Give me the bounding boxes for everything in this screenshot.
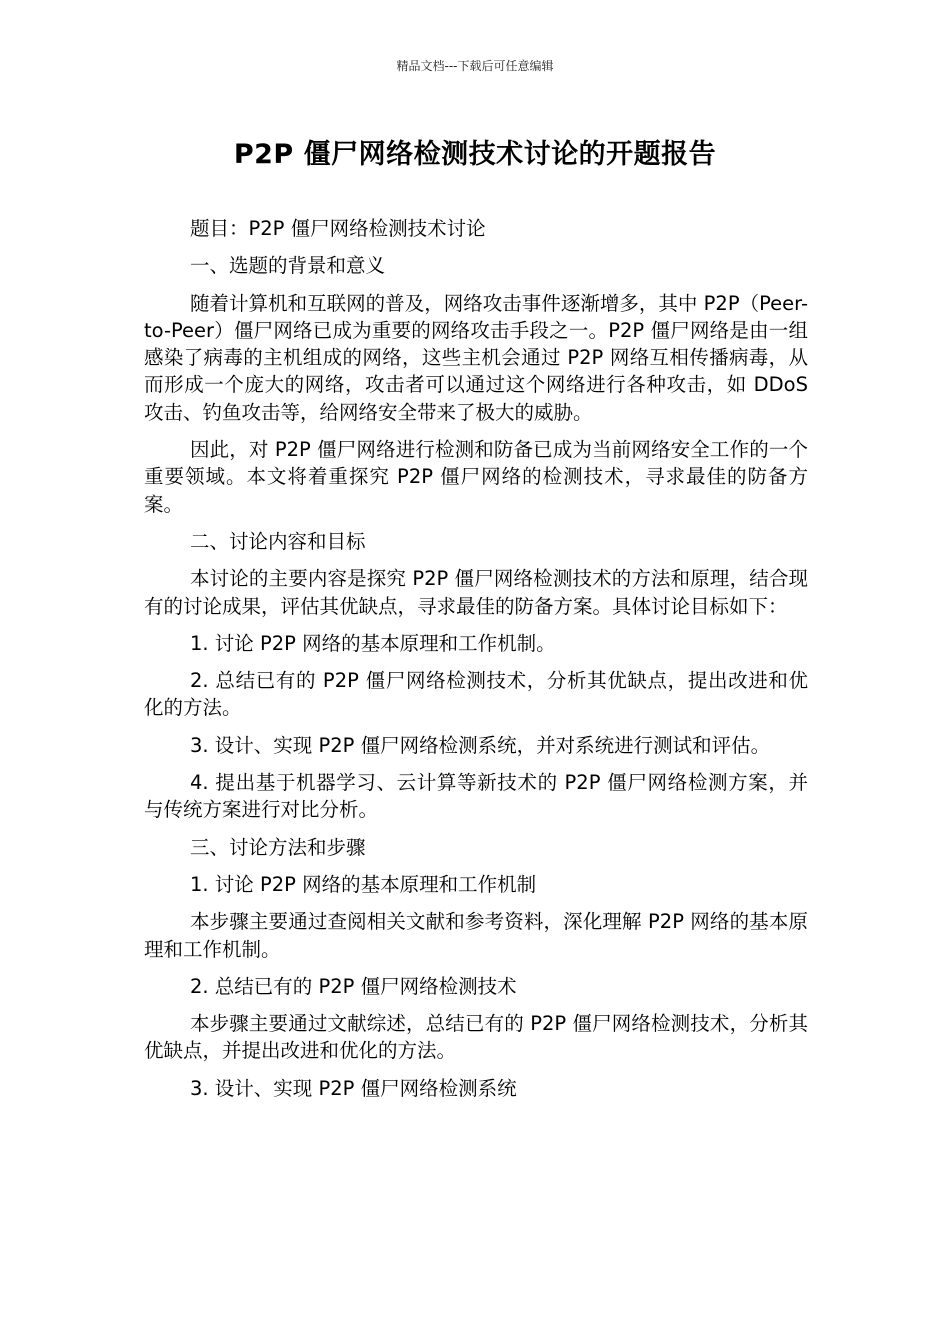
section-heading-content-goals: 二、讨论内容和目标 — [190, 529, 366, 553]
method-step-1-text: 本步骤主要通过查阅相关文献和参考资料，深化理解 P2P 网络的基本原理和工作机制。 — [144, 910, 808, 961]
document-title: P2P 僵尸网络检测技术讨论的开题报告 — [233, 139, 717, 170]
goal-item-4: 4. 提出基于机器学习、云计算等新技术的 P2P 僵尸网络检测方案，并与传统方案进行对比分析。 — [144, 771, 808, 822]
goal-item-2: 2. 总结已有的 P2P 僵尸网络检测技术，分析其优缺点，提出改进和优化的方法。 — [144, 669, 808, 720]
goal-item-3: 3. 设计、实现 P2P 僵尸网络检测系统，并对系统进行测试和评估。 — [190, 733, 771, 757]
paragraph-background: 随着计算机和互联网的普及，网络攻击事件逐渐增多，其中 P2P（Peer-to-Peer）僵尸网络已成为重要的网络攻击手段之一。P2P 僵尸网络是由一组感染了病毒的主机组成的网络，这些主机会通过 P2P 网络互相传播病毒，从而形成一个庞大的网络，攻击者可以通过这个网络进行各种攻击，如 DDoS 攻击、钓鱼攻击等，给网络安全带来了极大的威胁。 — [144, 291, 808, 424]
section-heading-methods: 三、讨论方法和步骤 — [190, 835, 366, 859]
paragraph-content-intro: 本讨论的主要内容是探究 P2P 僵尸网络检测技术的方法和原理，结合现有的讨论成果，评估其优缺点，寻求最佳的防备方案。具体讨论目标如下： — [144, 567, 808, 618]
topic-line: 题目：P2P 僵尸网络检测技术讨论 — [190, 217, 486, 240]
header-note: 精品文档---下载后可任意编辑 — [396, 59, 554, 73]
method-step-2-text: 本步骤主要通过文献综述，总结已有的 P2P 僵尸网络检测技术，分析其优缺点，并提出改进和优化的方法。 — [144, 1012, 808, 1063]
method-step-2-heading: 2. 总结已有的 P2P 僵尸网络检测技术 — [190, 974, 517, 998]
method-step-1-heading: 1. 讨论 P2P 网络的基本原理和工作机制 — [190, 872, 537, 896]
paragraph-significance: 因此，对 P2P 僵尸网络进行检测和防备已成为当前网络安全工作的一个重要领域。本文将着重探究 P2P 僵尸网络的检测技术，寻求最佳的防备方案。 — [144, 438, 808, 516]
goal-item-1: 1. 讨论 P2P 网络的基本原理和工作机制。 — [190, 631, 556, 655]
document-body — [144, 215, 808, 1112]
section-heading-background: 一、选题的背景和意义 — [190, 254, 386, 278]
method-step-3-heading: 3. 设计、实现 P2P 僵尸网络检测系统 — [190, 1076, 517, 1100]
